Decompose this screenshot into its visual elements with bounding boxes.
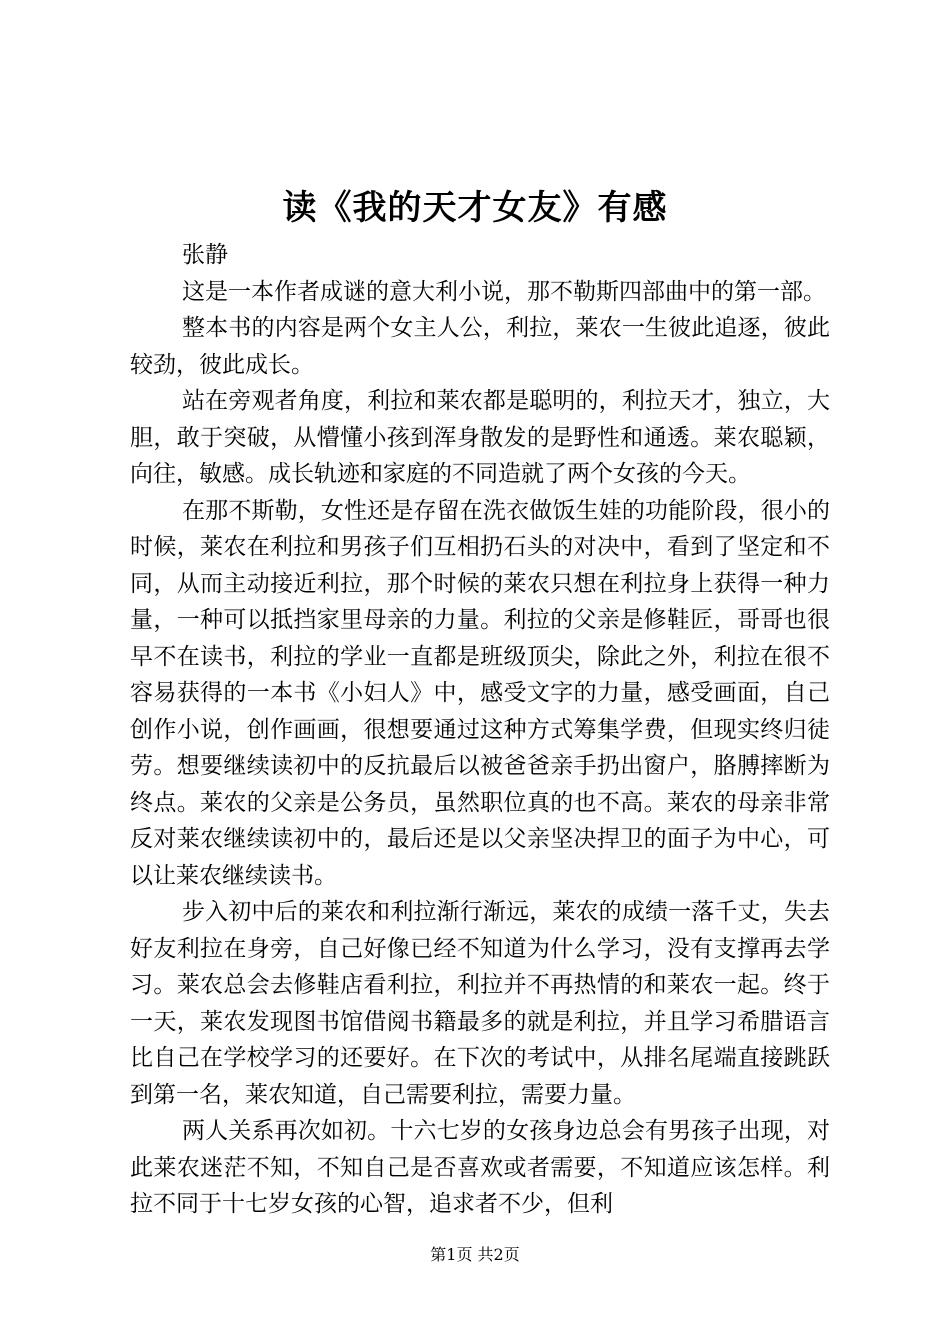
paragraph: 整本书的内容是两个女主人公，利拉，莱农一生彼此追逐，彼此较劲，彼此成长。 [130, 315, 830, 378]
paragraph: 步入初中后的莱农和利拉渐行渐远，莱农的成绩一落千丈，失去好友利拉在身旁，自己好像已经不知道为什么学习，没有支撑再去学习。莱农总会去修鞋店看利拉，利拉并不再热情的和莱农一起。终于一天，莱农发现图书馆借阅书籍最多的就是利拉，并且学习希腊语言比自己在学校学习的还要好。在下次的考试中，从排名尾端直接跳跃到第一名，莱农知道，自己需要利拉，需要力量。 [130, 899, 830, 1108]
page-footer: 第1页 共2页 [430, 1245, 520, 1264]
paragraph: 在那不斯勒，女性还是存留在洗衣做饭生娃的功能阶段，很小的时候，莱农在利拉和男孩子们互相扔石头的对决中，看到了坚定和不同，从而主动接近利拉，那个时候的莱农只想在利拉身上获得一种力量，一种可以抵挡家里母亲的力量。利拉的父亲是修鞋匠，哥哥也很早不在读书，利拉的学业一直都是班级顶尖，除此之外，利拉在很不容易获得的一本书《小妇人》中，感受文字的力量，感受画面，自己创作小说，创作画画，很想要通过这种方式筹集学费，但现实终归徒劳。想要继续读初中的反抗最后以被爸爸亲手扔出窗户，胳膊摔断为终点。莱农的父亲是公务员，虽然职位真的也不高。莱农的母亲非常反对莱农继续读初中的，最后还是以父亲坚决捍卫的面子为中心，可以让莱农继续读书。 [130, 497, 830, 889]
paragraph: 这是一本作者成谜的意大利小说，那不勒斯四部曲中的第一部。 [182, 278, 826, 305]
paragraph: 两人关系再次如初。十六七岁的女孩身边总会有男孩子出现，对此莱农迷茫不知，不知自己是否喜欢或者需要，不知道应该怎样。利拉不同于十七岁女孩的心智，追求者不少，但利 [130, 1118, 830, 1217]
author-name: 张静 [182, 242, 228, 268]
document-title: 读《我的天才女友》有感 [282, 188, 668, 228]
paragraph: 站在旁观者角度，利拉和莱农都是聪明的，利拉天才，独立，大胆，敢于突破，从懵懂小孩到浑身散发的是野性和通透。莱农聪颖，向往，敏感。成长轨迹和家庭的不同造就了两个女孩的今天。 [130, 388, 830, 487]
document-body [130, 237, 830, 1223]
